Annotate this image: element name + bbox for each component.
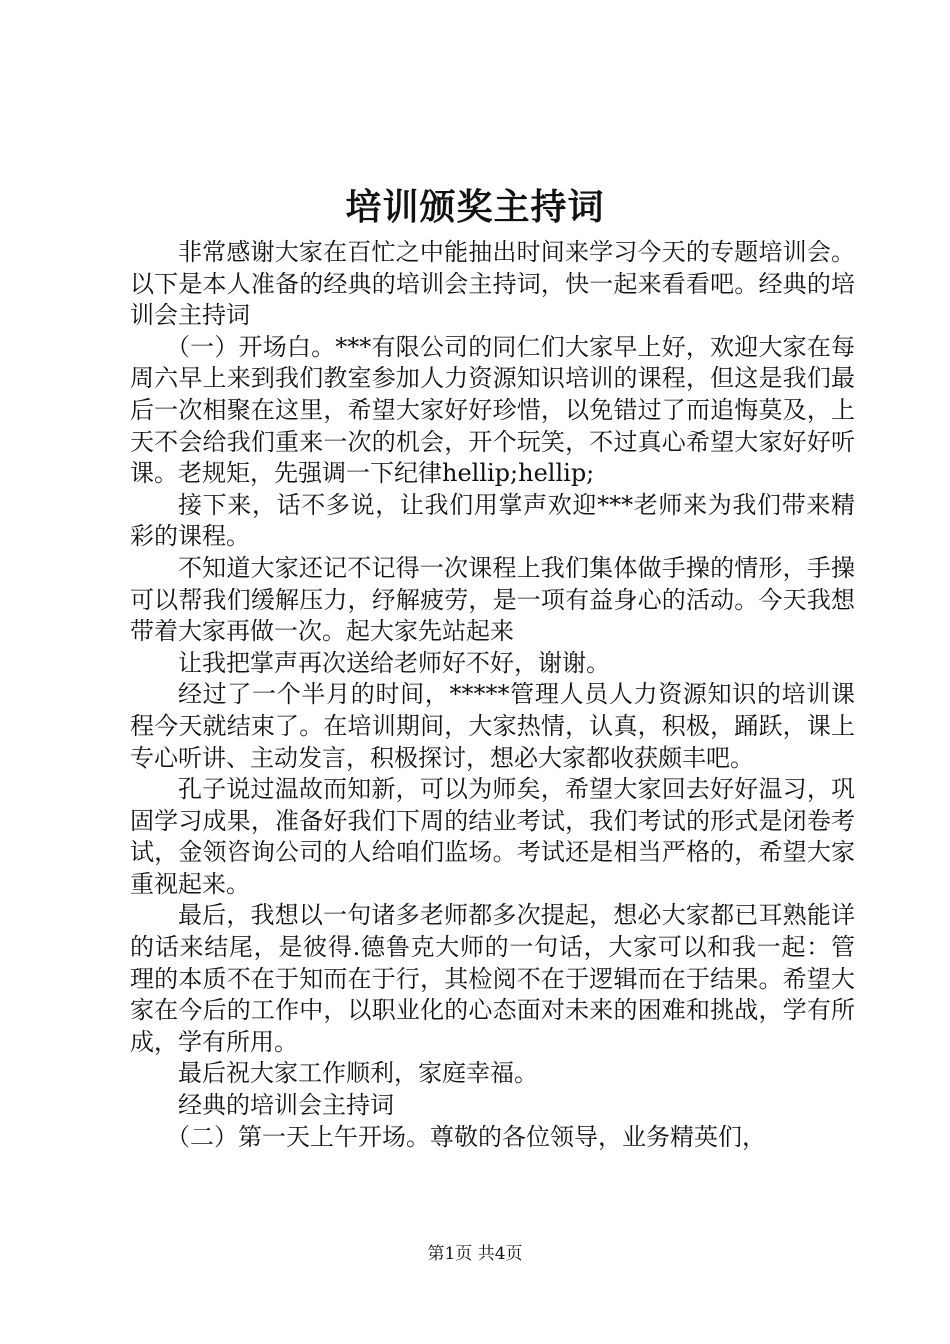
document-body: [130, 237, 855, 1153]
document-title: 培训颁奖主持词: [345, 186, 605, 228]
paragraph-intro: 非常感谢大家在百忙之中能抽出时间来学习今天的专题培训会。以下是本人准备的经典的培训会主持词，快一起来看看吧。经典的培训会主持词: [130, 238, 855, 330]
paragraph-opening: （一）开场白。***有限公司的同仁们大家早上好，欢迎大家在每周六早上来到我们教室参加人力资源知识培训的课程，但这是我们最后一次相聚在这里，希望大家好好珍惜，以免错过了而追悔莫及，上天不会给我们重来一次的机会，开个玩笑，不过真心希望大家好好听课。老规矩，先强调一下纪律hellip;hellip;: [130, 332, 855, 488]
paragraph-applause: 让我把掌声再次送给老师好不好，谢谢。: [178, 648, 610, 677]
paragraph-welcome-teacher: 接下来，话不多说，让我们用掌声欢迎***老师来为我们带来精彩的课程。: [130, 490, 855, 551]
paragraph-hand-exercise: 不知道大家还记不记得一次课程上我们集体做手操的情形，手操可以帮我们缓解压力，纾解疲劳，是一项有益身心的活动。今天我想带着大家再做一次。起大家先站起来: [130, 553, 855, 646]
page-number-footer: 第1页 共4页: [427, 1244, 523, 1264]
paragraph-wishes: 最后祝大家工作顺利，家庭幸福。: [178, 1059, 538, 1088]
paragraph-course-end: 经过了一个半月的时间，*****管理人员人力资源知识的培训课程今天就结束了。在培训期间，大家热情，认真，积极，踊跃，课上专心听讲、主动发言，积极探讨，想必大家都收获颇丰吧。: [130, 680, 855, 772]
paragraph-review: 孔子说过温故而知新，可以为师矣，希望大家回去好好温习，巩固学习成果，准备好我们下周的结业考试，我们考试的形式是闭卷考试，金领咨询公司的人给咱们监场。考试还是相当严格的，希望大家重视起来。: [130, 775, 855, 898]
paragraph-subtitle: 经典的培训会主持词: [178, 1091, 394, 1120]
paragraph-day-one: （二）第一天上午开场。尊敬的各位领导，业务精英们，: [166, 1122, 766, 1151]
paragraph-closing: 最后，我想以一句诸多老师都多次提起，想必大家都已耳熟能详的话来结尾，是彼得.德鲁克大师的一句话，大家可以和我一起：管理的本质不在于知而在于行，其检阅不在于逻辑而在于结果。希望大家在今后的工作中，以职业化的心态面对未来的困难和挑战，学有所成，学有所用。: [130, 901, 855, 1056]
